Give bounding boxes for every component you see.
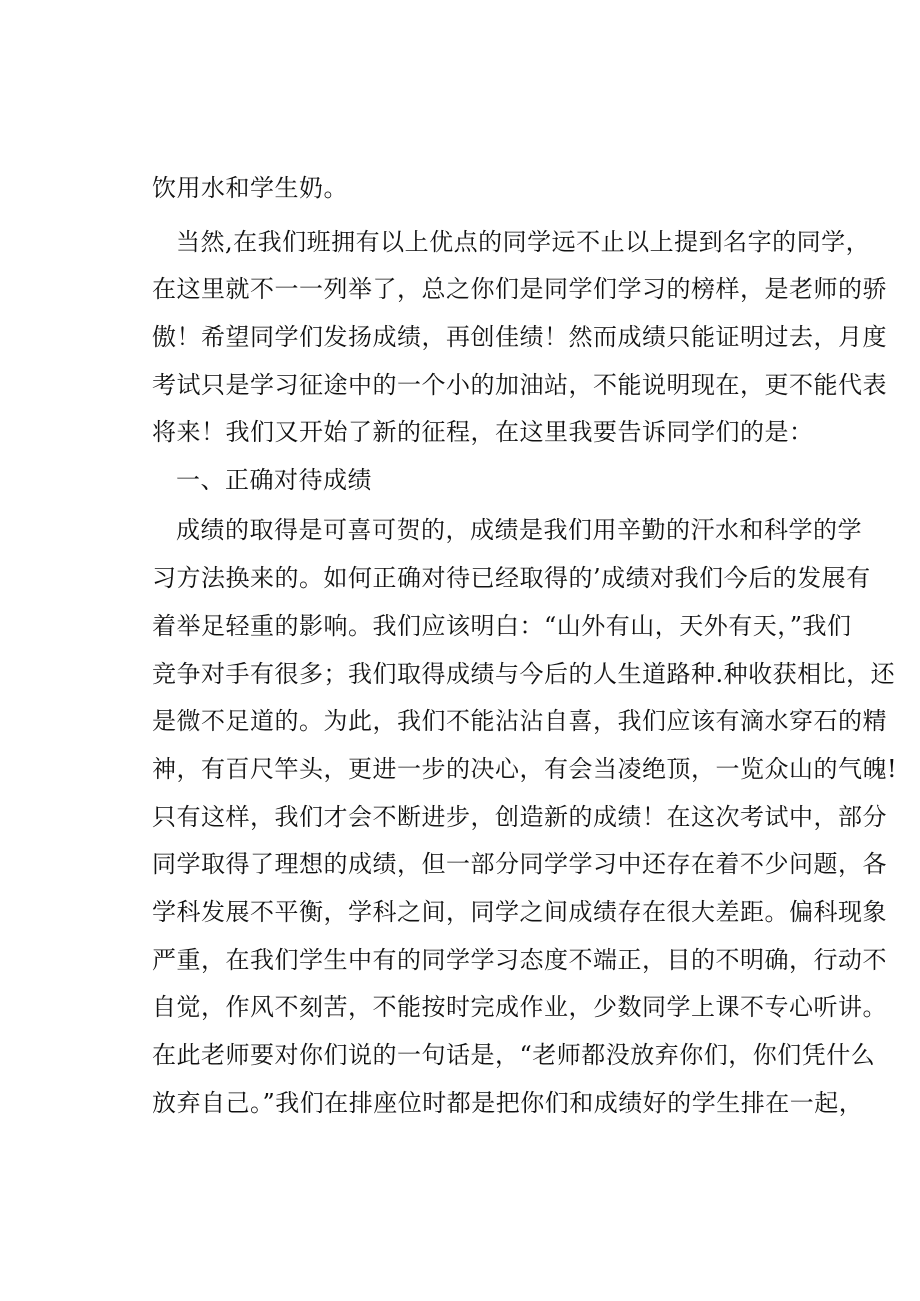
text-line: 考试只是学习征途中的一个小的加油站，不能说明现在，更不能代表 — [152, 371, 887, 399]
text-line: 学科发展不平衡，学科之间，同学之间成绩存在很大差距。偏科现象 — [152, 898, 887, 926]
paragraph-start-line: 当然,在我们班拥有以上优点的同学远不止以上提到名字的同学， — [176, 228, 871, 256]
text-line: 只有这样，我们才会不断进步，创造新的成绩！在这次考试中，部分 — [152, 803, 887, 831]
text-line: 放弃自己。”我们在排座位时都是把你们和成绩好的学生排在一起， — [152, 1089, 864, 1117]
text-line: 是微不足道的。为此，我们不能沾沾自喜，我们应该有滴水穿石的精 — [152, 707, 887, 735]
section-heading: 一、正确对待成绩 — [176, 466, 372, 494]
text-line: 将来！我们又开始了新的征程，在这里我要告诉同学们的是： — [152, 418, 814, 446]
text-line: 饮用水和学生奶。 — [152, 174, 348, 202]
text-line: 着举足轻重的影响。我们应该明白：“山外有山，天外有天，”我们 — [152, 612, 852, 640]
text-line: 在此老师要对你们说的一句话是，“老师都没放弃你们，你们凭什么 — [152, 1041, 876, 1069]
text-line: 自觉，作风不刻苦，不能按时完成作业，少数同学上课不专心听讲。 — [152, 993, 887, 1021]
text-line: 严重，在我们学生中有的同学学习态度不端正，目的不明确，行动不 — [152, 946, 887, 974]
text-line: 习方法换来的。如何正确对待已经取得的’成绩对我们今后的发展有 — [152, 564, 871, 592]
text-line: 同学取得了理想的成绩，但一部分同学学习中还存在着不少问题，各 — [152, 850, 887, 878]
text-line: 傲！希望同学们发扬成绩，再创佳绩！然而成绩只能证明过去，月度 — [152, 323, 887, 351]
paragraph-start-line: 成绩的取得是可喜可贺的，成绩是我们用辛勤的汗水和科学的学 — [176, 516, 862, 544]
text-line: 神，有百尺竿头，更进一步的决心，有会当凌绝顶，一览众山的气魄! — [152, 755, 898, 783]
text-line: 在这里就不一一列举了，总之你们是同学们学习的榜样，是老师的骄 — [152, 275, 887, 303]
text-line: 竞争对手有很多；我们取得成绩与今后的人生道路种.种收获相比，还 — [152, 660, 896, 688]
